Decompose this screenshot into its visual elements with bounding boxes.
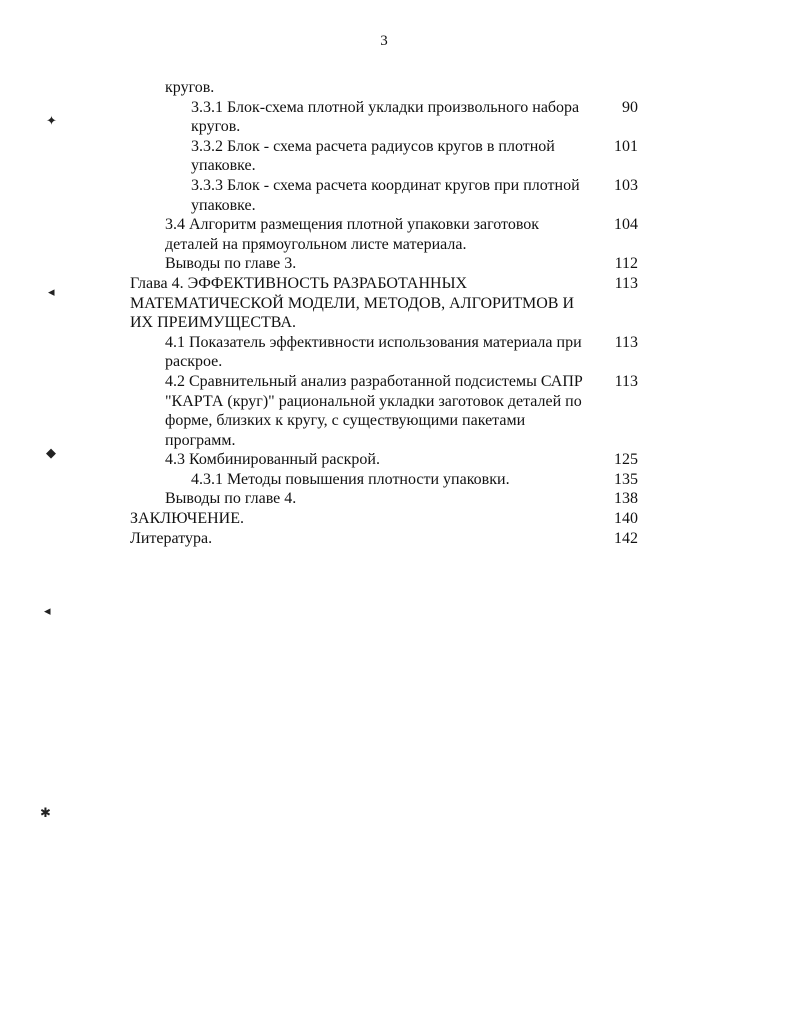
toc-entry [0, 254, 798, 274]
toc-entry-page: 101 [614, 137, 638, 155]
table-of-contents [0, 78, 798, 548]
toc-entry-text: Выводы по главе 4. [165, 490, 297, 508]
scan-artifact-icon: ◆ [46, 446, 56, 461]
toc-entry [0, 509, 798, 529]
toc-entry [0, 137, 798, 176]
toc-entry-page: 104 [614, 216, 638, 234]
toc-entry-text: 4.3.1 Методы повышения плотности упаковки. [191, 470, 510, 488]
toc-entry-text: 3.3.1 Блок-схема плотной укладки произвольного набора кругов. [191, 98, 580, 136]
toc-entry [0, 450, 798, 470]
toc-entry-text: ЗАКЛЮЧЕНИЕ. [130, 510, 244, 528]
toc-entry-text: 4.2 Сравнительный анализ разработанной подсистемы САПР "КАРТА (круг)" рациональной укладки заготовок деталей по форме, близких к кругу, с существующими пакетами программ. [165, 372, 583, 449]
scan-artifact-icon: ✱ [40, 806, 51, 821]
toc-entry-text: Глава 4. ЭФФЕКТИВНОСТЬ РАЗРАБОТАННЫХ МАТЕМАТИЧЕСКОЙ МОДЕЛИ, МЕТОДОВ, АЛГОРИТМОВ И ИХ ПРЕИМУЩЕСТВА. [130, 274, 575, 332]
scan-artifact-icon: ◂ [48, 285, 55, 300]
toc-entry [0, 98, 798, 137]
toc-entry-text: Литература. [130, 529, 213, 547]
toc-entry-page: 103 [614, 176, 638, 194]
toc-entry [0, 215, 798, 254]
page-number: 3 [380, 33, 388, 49]
toc-entry-text: 3.3.3 Блок - схема расчета координат кругов при плотной упаковке. [191, 176, 580, 214]
toc-entry [0, 470, 798, 490]
toc-entry [0, 176, 798, 215]
toc-entry-page: 125 [614, 451, 638, 469]
toc-entry-continuation [0, 78, 798, 98]
toc-entry [0, 333, 798, 372]
toc-entry-page: 112 [614, 255, 638, 273]
scan-artifact-icon: ◂ [44, 604, 51, 619]
toc-entry-page: 142 [614, 529, 638, 547]
toc-entry-text: кругов. [165, 79, 215, 96]
toc-entry-page: 140 [614, 510, 638, 528]
toc-entry [0, 489, 798, 509]
toc-entry [0, 372, 798, 450]
toc-chapter-heading [0, 274, 798, 333]
toc-entry-page: 113 [614, 333, 638, 351]
toc-entry [0, 529, 798, 549]
scan-artifact-icon: ✦ [46, 114, 57, 129]
toc-entry-text: Выводы по главе 3. [165, 255, 297, 273]
toc-entry-text: 4.1 Показатель эффективности использования материала при раскрое. [165, 333, 582, 371]
toc-entry-page: 90 [622, 98, 638, 116]
toc-entry-text: 3.3.2 Блок - схема расчета радиусов кругов в плотной упаковке. [191, 137, 555, 175]
toc-entry-text: 3.4 Алгоритм размещения плотной упаковки заготовок деталей на прямоугольном листе материала. [165, 216, 540, 253]
toc-entry-text: 4.3 Комбинированный раскрой. [165, 451, 380, 469]
toc-entry-page: 138 [614, 490, 638, 508]
toc-entry-page: 113 [614, 274, 638, 292]
toc-entry-page: 113 [614, 372, 638, 390]
toc-entry-page: 135 [614, 470, 638, 488]
